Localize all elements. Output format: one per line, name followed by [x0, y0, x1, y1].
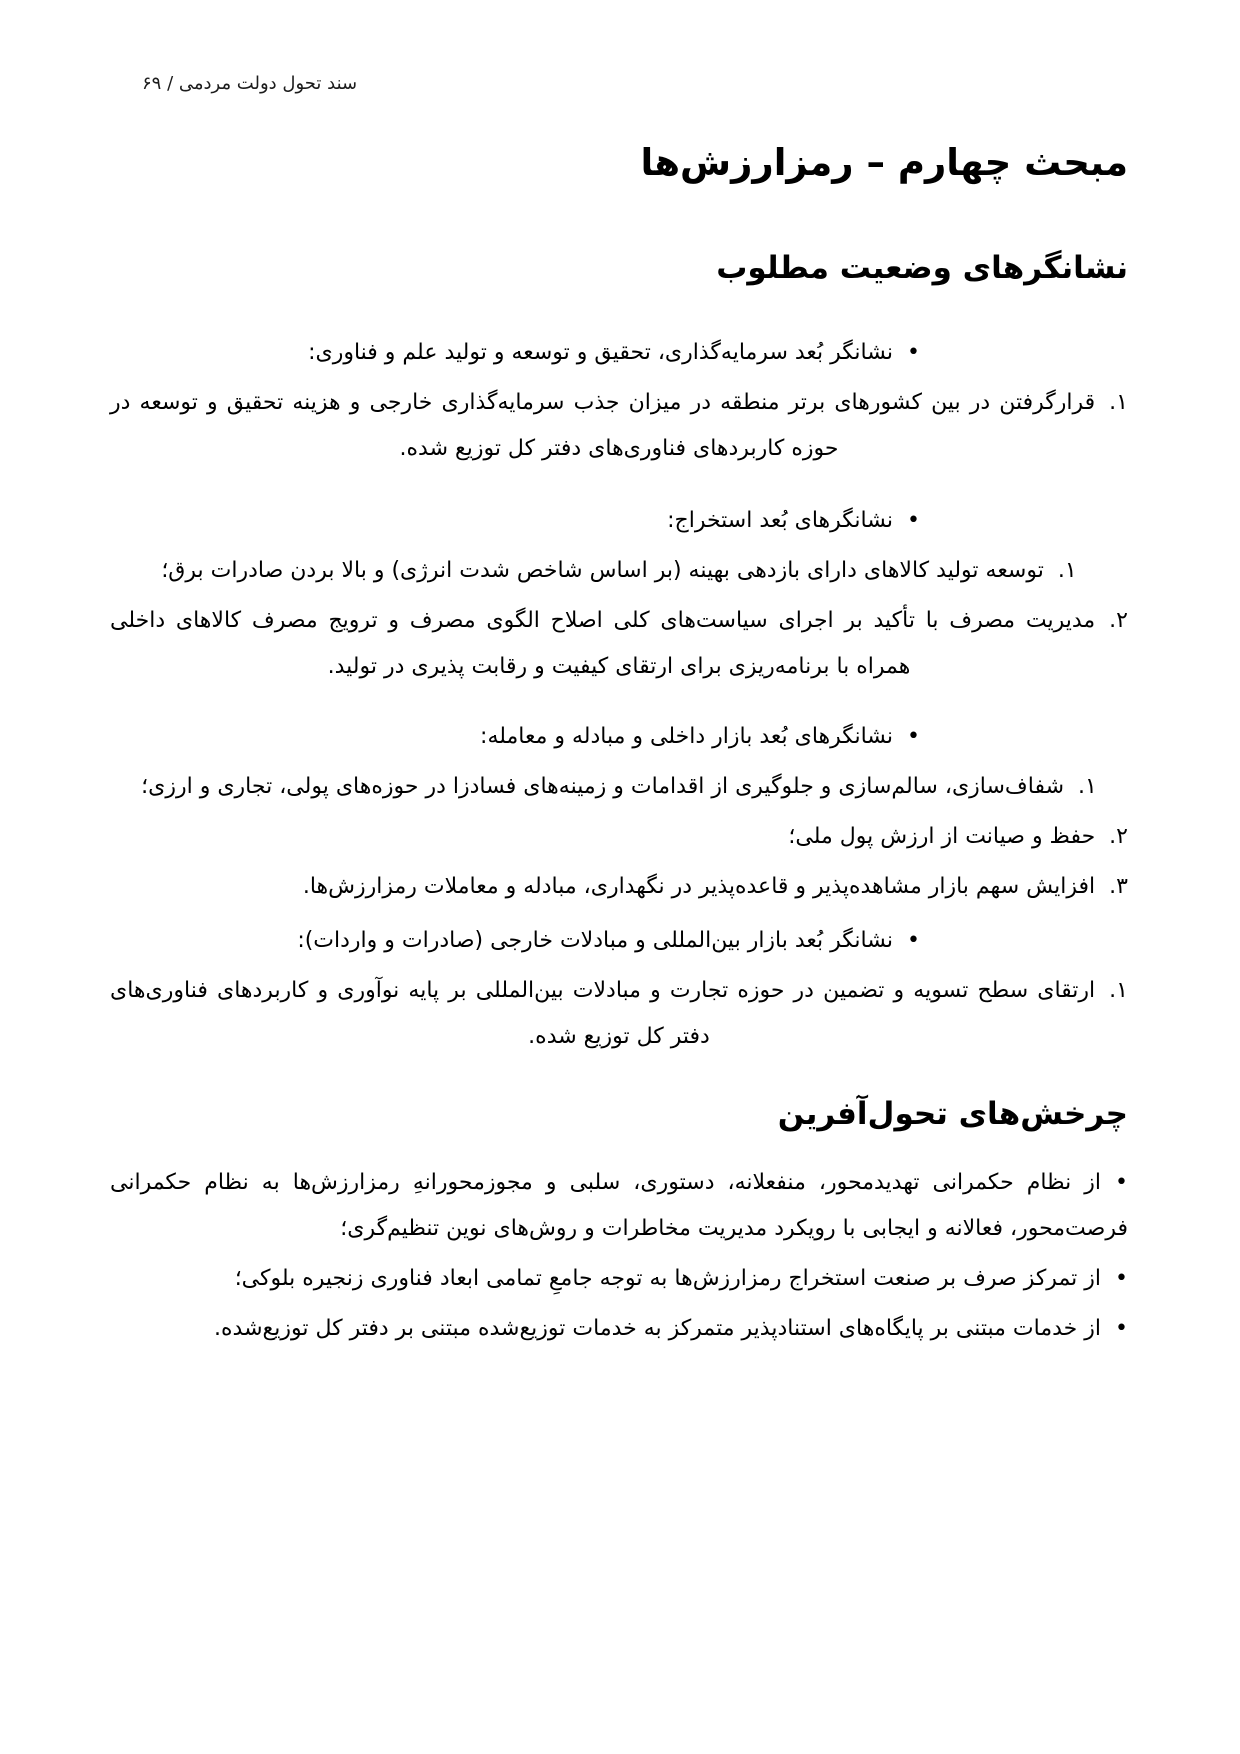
transform-bullet-item	[110, 1306, 1128, 1352]
bullet-group-label: نشانگر بُعد بازار بین‌المللی و مبادلات خارجی (صادرات و واردات):	[297, 928, 894, 953]
bullet-group-label: نشانگرهای بُعد استخراج:	[667, 508, 894, 533]
bullet-group-mining	[110, 498, 1128, 544]
item-number: ۳.	[1109, 874, 1128, 899]
bullet-icon: •	[1115, 1170, 1128, 1195]
item-number: ۲.	[1109, 608, 1128, 633]
bullet-icon: •	[907, 724, 920, 749]
transform-bullet-item	[110, 1160, 1128, 1252]
bullet-group-label: نشانگر بُعد سرمایه‌گذاری، تحقیق و توسعه و تولید علم و فناوری:	[308, 340, 894, 365]
bullet-group-investment	[110, 330, 1128, 376]
item-text: مدیریت مصرف با تأکید بر اجرای سیاست‌های کلی اصلاح الگوی مصرف و ترویج مصرف کالاهای داخلی همراه با برنامه‌ریزی برای ارتقای کیفیت و رقابت پذیری در تولید.	[110, 608, 1096, 679]
bullet-icon: •	[907, 508, 920, 533]
item-number: ۱.	[1078, 774, 1097, 799]
section-heading-transformative-shifts: چرخش‌های تحول‌آفرین	[777, 1096, 1128, 1132]
numbered-item	[110, 598, 1128, 690]
item-number: ۱.	[1109, 978, 1128, 1003]
running-header: سند تحول دولت مردمی / ۶۹	[142, 73, 358, 94]
numbered-item	[110, 814, 1128, 860]
numbered-item	[110, 380, 1128, 472]
section-heading-desired-status-indicators: نشانگرهای وضعیت مطلوب	[716, 250, 1128, 286]
bullet-group-international-market	[110, 918, 1128, 964]
bullet-group-label: نشانگرهای بُعد بازار داخلی و مبادله و معامله:	[480, 724, 894, 749]
document-title: مبحث چهارم – رمزارزش‌ها	[640, 141, 1128, 184]
item-number: ۱.	[1057, 558, 1077, 583]
numbered-item	[110, 764, 1128, 810]
item-text: افزایش سهم بازار مشاهده‌پذیر و قاعده‌پذیر در نگهداری، مبادله و معاملات رمزارزش‌ها.	[302, 874, 1096, 899]
item-number: ۱.	[1109, 390, 1128, 415]
item-number: ۲.	[1109, 824, 1128, 849]
bullet-text: از تمرکز صرف بر صنعت استخراج رمزارزش‌ها به توجه جامعِ تمامی ابعاد فناوری زنجیره بلوکی؛	[234, 1266, 1102, 1291]
bullet-group-domestic-market	[110, 714, 1128, 760]
numbered-item	[110, 968, 1128, 1060]
numbered-item	[110, 864, 1128, 910]
bullet-text: از خدمات مبتنی بر پایگاه‌های استنادپذیر متمرکز به خدمات توزیع‌شده مبتنی بر دفتر کل توزیع‌شده.	[214, 1316, 1102, 1341]
item-text: ارتقای سطح تسویه و تضمین در حوزه تجارت و مبادلات بین‌المللی بر پایه نوآوری و کاربردهای فناوری‌های دفتر کل توزیع شده.	[110, 978, 1096, 1049]
bullet-icon: •	[1115, 1266, 1128, 1291]
bullet-text: از نظام حکمرانی تهدیدمحور، منفعلانه، دستوری، سلبی و مجوزمحورانهِ رمزارزش‌ها به نظام حکمرانی فرصت‌محور، فعالانه و ایجابی با رویکرد مدیریت مخاطرات و روش‌های نوین تنظیم‌گری؛	[110, 1170, 1128, 1241]
numbered-item	[110, 548, 1128, 594]
bullet-icon: •	[907, 928, 920, 953]
item-text: قرارگرفتن در بین کشورهای برتر منطقه در میزان جذب سرمایه‌گذاری خارجی و هزینه تحقیق و توسعه در حوزه کاربردهای فناوری‌های دفتر کل توزیع شده.	[110, 390, 1096, 461]
item-text: شفاف‌سازی، سالم‌سازی و جلوگیری از اقدامات و زمینه‌های فسادزا در حوزه‌های پولی، تجاری و ارزی؛	[141, 774, 1065, 799]
item-text: حفظ و صیانت از ارزش پول ملی؛	[788, 824, 1096, 849]
transform-bullet-item	[110, 1256, 1128, 1302]
item-text: توسعه تولید کالاهای دارای بازدهی بهینه (بر اساس شاخص شدت انرژی) و بالا بردن صادرات برق؛	[161, 558, 1044, 583]
bullet-icon: •	[907, 340, 920, 365]
bullet-icon: •	[1115, 1316, 1128, 1341]
